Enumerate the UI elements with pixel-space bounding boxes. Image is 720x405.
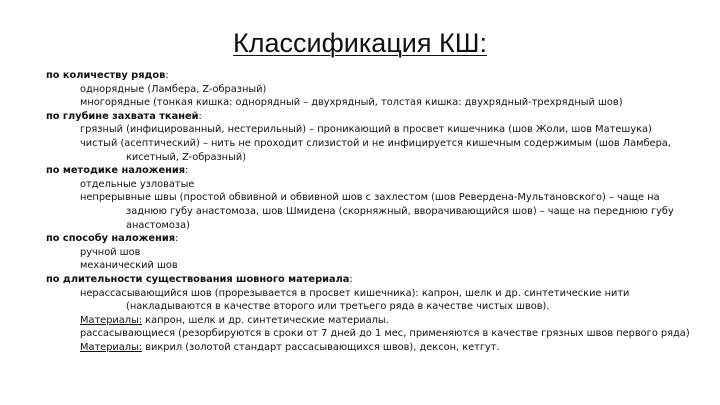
list-item: механический шов	[80, 260, 178, 272]
list-item: чистый (асептический) – нить не проходит слизистой и не инфицируется кишечным содержимым (шов Ламбера, кисетный, Z-образный)	[80, 137, 671, 163]
list-item: рассасывающиеся (резорбируются в сроки от 7 дней до 1 мес, применяются в качестве грязных швов первого ряда)	[80, 328, 690, 340]
list-item: нерассасывающийся шов (прорезывается в просвет кишечника): капрон, шелк и др. синтетические нити (накладываются в качестве второго или третьего ряда в качестве чистых швов).	[80, 287, 630, 313]
list-item: многорядные (тонкая кишка: однорядный – двухрядный, толстая кишка: двухрядный-трехрядный шов)	[80, 97, 623, 109]
list-item: грязный (инфицированный, нестерильный) – проникающий в просвет кишечника (шов Жоли, шов Матешука)	[80, 124, 652, 136]
materials-text: викрил (золотой стандарт рассасывающихся швов), дексон, кетгут.	[142, 341, 500, 353]
materials-line	[46, 314, 696, 328]
section-heading: по способу наложения:	[46, 233, 179, 245]
materials-label: Материалы:	[80, 314, 143, 326]
section-heading: по глубине захвата тканей:	[46, 110, 202, 122]
list-item: непрерывные швы (простой обвивной и обвивной шов с захлестом (шов Ревердена-Мультановского) – чаще на заднюю губу анастомоза, шов Шмидена (скорняжный, вворачивающийся шов) – чаще на переднюю губу анастомоза)	[80, 192, 674, 231]
list-item: ручной шов	[80, 246, 141, 258]
section-heading: по количеству рядов:	[46, 70, 169, 81]
slide-title: Классификация КШ:	[233, 28, 487, 58]
materials-line	[46, 341, 696, 355]
list-item: отдельные узловатые	[80, 178, 195, 190]
section-heading: по методике наложения:	[46, 165, 189, 177]
slide-content	[46, 69, 696, 354]
materials-label: Материалы:	[80, 341, 143, 353]
materials-text: капрон, шелк и др. синтетические материалы.	[142, 314, 389, 326]
list-item: однорядные (Ламбера, Z-образный)	[80, 83, 267, 95]
section-heading: по длительности существования шовного материала:	[46, 273, 353, 285]
